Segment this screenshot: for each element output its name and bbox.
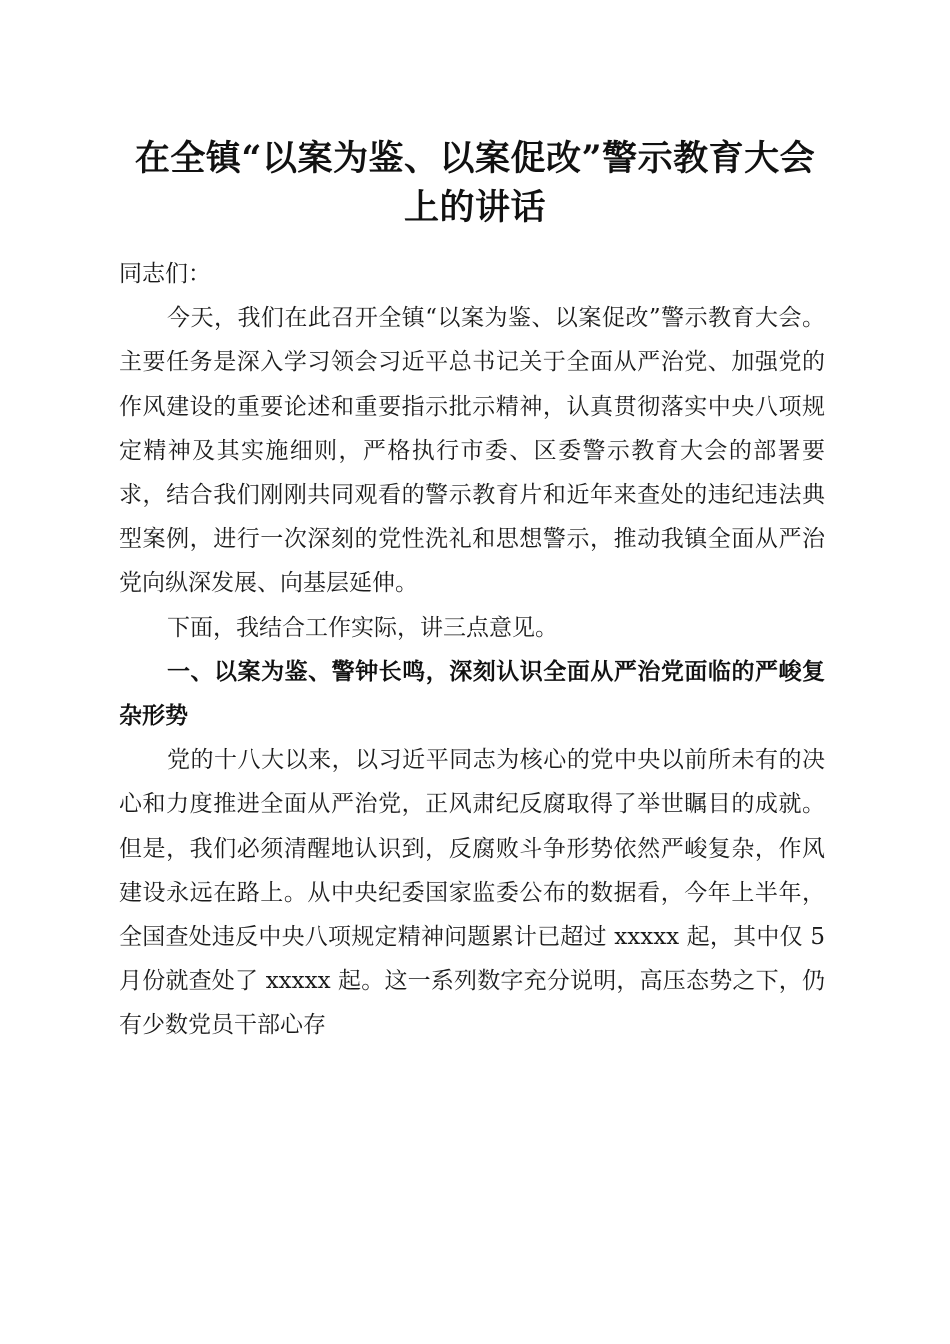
paragraph-intro: 今天，我们在此召开全镇“以案为鉴、以案促改”警示教育大会。主要任务是深入学习领会习近平总书记关于全面从严治党、加强党的作风建设的重要论述和重要指示批示精神，认真贯彻落实中央八项规定精神及其实施细则，严格执行市委、区委警示教育大会的部署要求，结合我们刚刚共同观看的警示教育片和近年来查处的违纪违法典型案例，进行一次深刻的党性洗礼和思想警示，推动我镇全面从严治党向纵深发展、向基层延伸。 — [119, 305, 825, 597]
document-title — [110, 134, 840, 232]
paragraph-situation: 党的十八大以来，以习近平同志为核心的党中央以前所未有的决心和力度推进全面从严治党，正风肃纪反腐取得了举世瞩目的成就。但是，我们必须清醒地认识到，反腐败斗争形势依然严峻复杂，作风建设永远在路上。从中央纪委国家监委公布的数据看，今年上半年，全国查处违反中央八项规定精神问题累计已超过 xxxxx 起，其中仅 5 月份就查处了 xxxxx 起。这一系列数字充分说明，高压态势之下，仍有少数党员干部心存 — [119, 747, 825, 1039]
paragraph-outline: 下面，我结合工作实际，讲三点意见。 — [167, 614, 558, 641]
salutation: 同志们： — [119, 261, 211, 287]
document-body — [119, 252, 825, 1048]
title-line-1: 在全镇“以案为鉴、以案促改”警示教育大会 — [134, 138, 816, 179]
section-heading-1: 一、以案为鉴、警钟长鸣，深刻认识全面从严治党面临的严峻复杂形势 — [119, 658, 825, 730]
title-line-2: 上的讲话 — [403, 187, 546, 228]
